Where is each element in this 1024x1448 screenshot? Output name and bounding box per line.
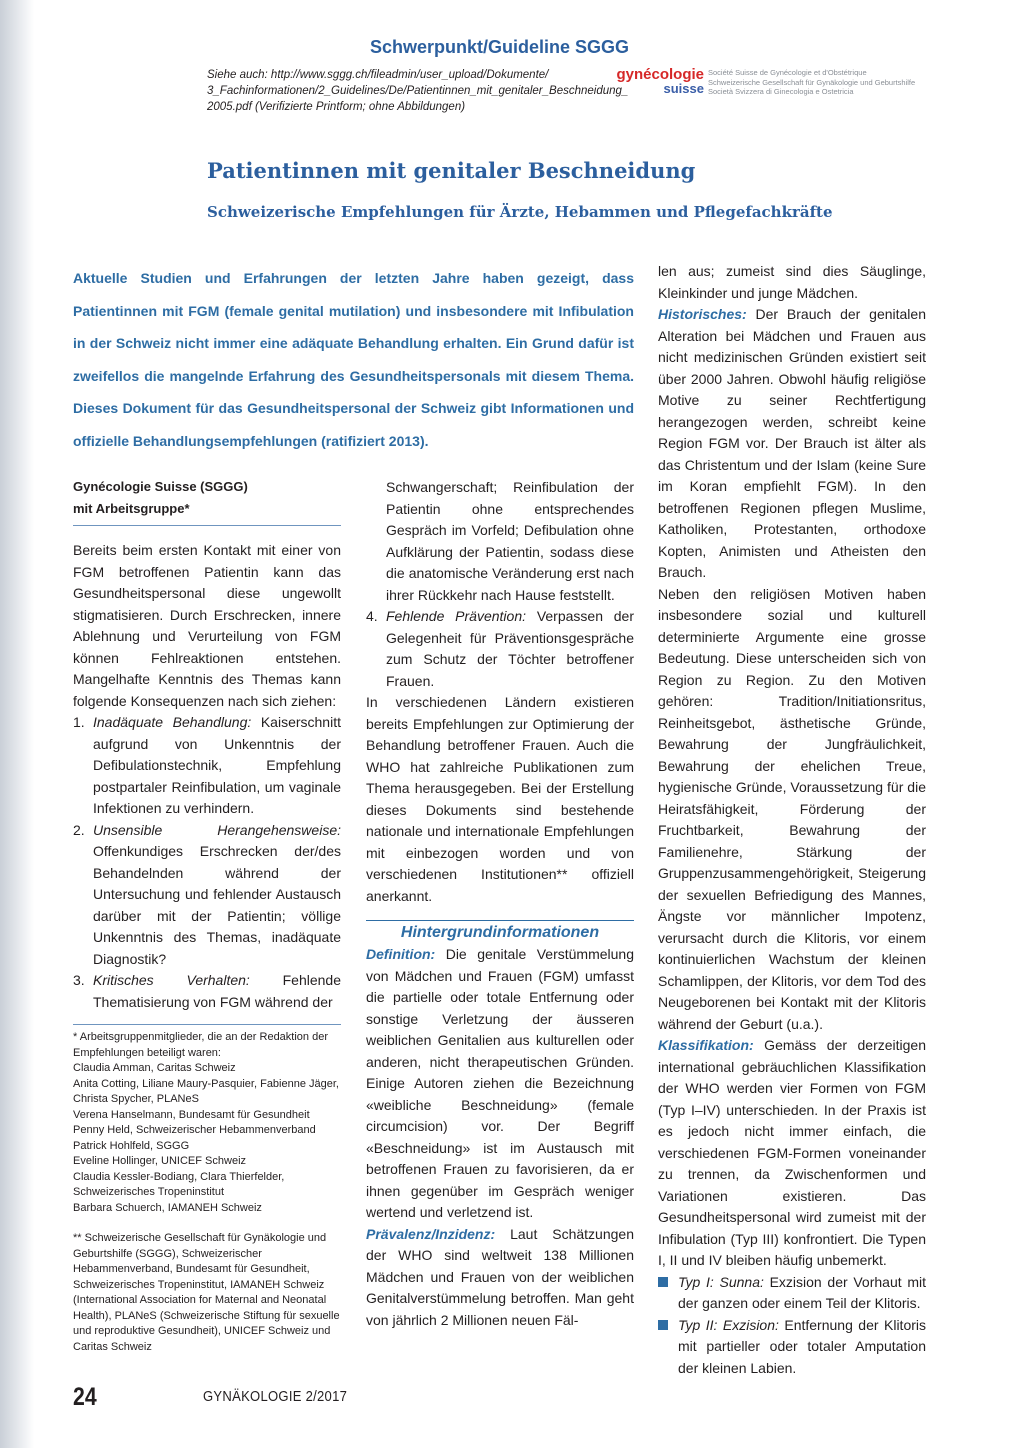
list-number: 4. — [366, 608, 378, 624]
intro-paragraph: Bereits beim ersten Kontakt mit einer von FGM betroffenen Patientin kann das Gesundheitspersonal diese ungewollt stigmatisieren. Durch Erschrecken, innere Ablehnung und Verurteilung von FGM können Fehlreaktionen entstehen. Mangelhafte Kenntnis des Themas kann folgende Konsequenzen nach sich ziehen: — [73, 542, 341, 709]
footnote-line: Anita Cotting, Liliane Maury-Pasquier, Fabienne Jäger, Christa Spycher, PLANeS — [73, 1077, 339, 1105]
square-bullet-icon — [658, 1277, 668, 1287]
history-text: Der Brauch der genitalen Alteration bei Mädchen und Frauen aus nicht medizinischen Gründen existiert seit über 2000 Jahren. Obwohl häufig religiöse Motive zu seiner Rechtfertigung herangezogen werden, schreibt keine Region FGM vor. Der Brauch ist älter als das Christentum und der Islam (keine Sure im Koran empfiehlt FGM). In den betroffenen Regionen pflegen Muslime, Katholiken, Protestanten, orthodoxe Kopten, Animisten und Atheisten den Brauch. — [658, 306, 926, 580]
logo-word-gynecologie: gynécologie — [616, 66, 704, 83]
consequences-list-cont — [366, 606, 634, 692]
page-number: 24 — [73, 1383, 97, 1411]
article-title: Patientinnen mit genitaler Beschneidung — [207, 158, 696, 183]
list-number: 3. — [73, 972, 85, 988]
journal-name: GYNÄKOLOGIE 2/2017 — [203, 1389, 348, 1405]
section-title-hintergrund: Hintergrundinformationen — [400, 924, 600, 941]
footnote-line: Barbara Schuerch, IAMANEH Schweiz — [73, 1201, 262, 1214]
article-subtitle: Schweizerische Empfehlungen für Ärzte, Hebammen und Pflegefachkräfte — [207, 203, 833, 221]
list-item-label: Unsensible Herangehensweise: — [93, 821, 341, 838]
see-also-note — [207, 67, 629, 115]
footnote-institutions: ** Schweizerische Gesellschaft für Gynäkologie und Geburtshilfe (SGGG), Schweizerischer Hebammenverband, Bundesamt für Gesundheit, Schweizerisches Tropeninstitut, IAMANEH Schweiz (International Association for Maternal and Neonatal Health), PLANeS (Schweizerische Stiftung für sexuelle und reproduktive Gesundheit), UNICEF Schweiz und Caritas Schweiz — [73, 1232, 340, 1353]
list-item-label: Typ II: Exzision: — [678, 1316, 779, 1333]
list-number: 1. — [73, 714, 85, 730]
footnote-line: Verena Hanselmann, Bundesamt für Gesundheit — [73, 1108, 310, 1121]
sggg-logo — [612, 66, 942, 106]
list-item-text: Offenkundiges Erschrecken der/des Behandelnden während der Untersuchung und fehlender Austausch darüber mit der Patientin; völlige Unkenntnis des Themas, inadäquate Diagnostik? — [93, 843, 341, 967]
footnote-line: Penny Held, Schweizerischer Hebammenverband — [73, 1124, 316, 1136]
fgm-types-list — [658, 1272, 926, 1380]
recommendations-paragraph: In verschiedenen Ländern existieren bereits Empfehlungen zur Optimierung der Behandlung betroffener Frauen. Auch die WHO hat zahlreiche Publikationen zum Thema herausgegeben. Bei der Erstellung dieses Dokuments sind bestehende nationale und internationale Empfehlungen mit einbezogen worden und von verschiedenen Institutionen** offiziell anerkannt. — [366, 694, 634, 904]
definition-label: Definition: — [366, 946, 436, 962]
prevalence-paragraph — [366, 1224, 634, 1332]
logo-tagline: Société Suisse de Gynécologie et d'Obstétrique — [708, 68, 867, 77]
footnote-line: Eveline Hollinger, UNICEF Schweiz — [73, 1155, 247, 1167]
motives-paragraph: Neben den religiösen Motiven haben insbesondere sozial und kulturell determinierte Argumente eine grosse Bedeutung. Diese unterscheiden sich von Region zu Region. Zu den Motiven gehören: Tradition/Initiationsritus, Reinheitsgebot, ästhetische Gründe, Bewahrung der Jungfräulichkeit, Bewahrung der ehelichen Treue, hygienische Gründe, Voraussetzung für die Heiratsfähigkeit, Förderung der Fruchtbarkeit, Bewahrung der Familienehre, Stärkung der Gruppenzusammengehörigkeit, Steigerung der sexuellen Befriedigung des Mannes, Ängste vor männlicher Impotenz, verursacht durch die Klitoris, vor einem kontinuierlichen Wachstum der kleinen Schamlippen, der Klitoris, vor dem Tod des Neugeborenen bei Kontakt mit der Klitoris während der Geburt (u.a.). — [658, 585, 926, 1032]
logo-taglines — [708, 68, 915, 97]
list-item-label: Typ I: Sunna: — [678, 1273, 764, 1290]
logo-tagline: Schweizerische Gesellschaft für Gynäkologie und Geburtshilfe — [708, 77, 916, 87]
history-paragraph — [658, 304, 926, 584]
section-header: Schwerpunkt/Guideline SGGG — [370, 37, 630, 57]
square-bullet-icon — [658, 1320, 668, 1330]
history-label: Historisches: — [658, 306, 747, 322]
section-rule — [366, 920, 634, 921]
footnote-rule — [73, 1024, 341, 1025]
see-also-line: Siehe auch: http://www.sggg.ch/fileadmin/user_upload/Dokumente/ — [207, 69, 549, 81]
column-3 — [658, 261, 926, 1379]
classification-text: Gemäss der derzeitigen international gebräuchlichen Klassifikation der WHO werden vier Formen von FGM (Typ I–IV) unterschieden. In der Praxis ist es jedoch nicht immer einfach, die verschiedenen FGM-Formen voneinander zu trennen, da Zwischenformen und Variationen existieren. Das Gesundheitspersonal wird zumeist mit der Infibulation (Typ III) konfrontiert. Die Typen I, II und IV bleiben häufig unbemerkt. — [658, 1037, 926, 1268]
footnote-line: * Arbeitsgruppenmitglieder, die an der Redaktion der Empfehlungen beteiligt waren: — [73, 1031, 328, 1059]
definition-text: Die genitale Verstümmelung von Mädchen und Frauen (FGM) umfasst die partielle oder totale Entfernung oder sonstige Verletzung der äusseren weiblichen Genitalien aus kulturellen oder anderen, nicht therapeutischen Gründen. Einige Autoren ziehen die Bezeichnung «weibliche Beschneidung» (female circumcision) vor. Der Begriff «Beschneidung» ist im Austausch mit betroffenen Frauen zu favorisieren, da er ihnen gegenüber im Gespräch weniger wertend und verletzend ist. — [366, 946, 634, 1220]
see-also-line: 2005.pdf (Verifizierte Printform; ohne Abbildungen) — [207, 101, 466, 113]
author-line: Gynécologie Suisse (SGGG) — [73, 479, 248, 494]
list-item — [73, 970, 341, 1013]
classification-label: Klassifikation: — [658, 1037, 754, 1053]
author-rule — [73, 525, 341, 526]
logo-tagline: Società Svizzera di Ginecologia e Ostetricia — [708, 87, 854, 96]
list-item-text: Verpassen der Gelegenheit für Präventionsgespräche zum Schutz der Töchter betroffener Frauen. — [386, 608, 635, 689]
list-item-text: Fehlende Thematisierung von FGM während der — [93, 972, 341, 1010]
list-item-text: Kaiserschnitt aufgrund von Unkenntnis der Defibulationstechnik, Empfehlung postpartaler Reinfibulation, um vaginale Infektionen zu verhindern. — [93, 714, 341, 816]
prevalence-text: Laut Schätzungen der WHO sind weltweit 138 Millionen Mädchen und Frauen von der weiblichen Genitalverstümmelung betroffen. Man geht von jährlich 2 Millionen neuen Fäl- — [366, 1225, 634, 1328]
author-line: mit Arbeitsgruppe* — [73, 500, 190, 516]
definition-paragraph — [366, 944, 634, 1224]
list-item-label: Inadäquate Behandlung: — [93, 714, 252, 730]
list-item-text: Exzision der Vorhaut mit der ganzen oder einem Teil der Klitoris. — [678, 1273, 926, 1311]
logo-word-suisse: suisse — [663, 81, 704, 96]
list-item — [658, 1315, 926, 1380]
prevalence-label: Prävalenz/Inzidenz: — [366, 1225, 496, 1242]
classification-paragraph — [658, 1035, 926, 1272]
list-item-label: Kritisches Verhalten: — [93, 972, 250, 988]
lead-paragraph: Aktuelle Studien und Erfahrungen der letzten Jahre haben gezeigt, dass Patientinnen mit FGM (female genital mutilation) und insbesondere mit Infibulation in der Schweiz nicht immer eine adäquate Behandlung erhalten. Ein Grund dafür ist zweifellos die mangelnde Erfahrung des Gesundheitspersonals mit diesem Thema. Dieses Dokument für das Gesundheitspersonal der Schweiz gibt Informationen und offizielle Behandlungsempfehlungen (ratifiziert 2013). — [73, 270, 634, 449]
list-item-label: Fehlende Prävention: — [386, 608, 527, 624]
continued-item-3: Schwangerschaft; Reinfibulation der Patientin ohne entsprechendes Gespräch im Vorfeld; Defibulation ohne Aufklärung der Patientin, sodass diese die anatomische Veränderung erst nach ihrer Rückkehr nach Hause feststellt. — [386, 479, 634, 603]
column-1 — [73, 476, 341, 1013]
footnote-line: Claudia Kessler-Bodiang, Clara Thierfelder, Schweizerisches Tropeninstitut — [73, 1170, 285, 1198]
list-item — [366, 606, 634, 692]
list-item — [73, 712, 341, 820]
continued-paragraph: len aus; zumeist sind dies Säuglinge, Kleinkinder und junge Mädchen. — [658, 263, 926, 301]
list-item — [658, 1272, 926, 1315]
consequences-list — [73, 712, 341, 1013]
footnote-line: Patrick Hohlfeld, SGGG — [73, 1139, 190, 1152]
list-item-text: Entfernung der Klitoris mit partieller oder totaler Amputation der kleinen Labien. — [678, 1316, 926, 1376]
see-also-line: 3_Fachinformationen/2_Guidelines/De/Patientinnen_mit_genitaler_Beschneidung_ — [207, 85, 629, 97]
column-2 — [366, 477, 634, 1331]
list-number: 2. — [73, 821, 85, 838]
footnotes — [73, 1030, 341, 1355]
footnote-line: Claudia Amman, Caritas Schweiz — [73, 1062, 236, 1074]
page-edge-shade — [0, 0, 34, 1448]
list-item — [73, 820, 341, 971]
